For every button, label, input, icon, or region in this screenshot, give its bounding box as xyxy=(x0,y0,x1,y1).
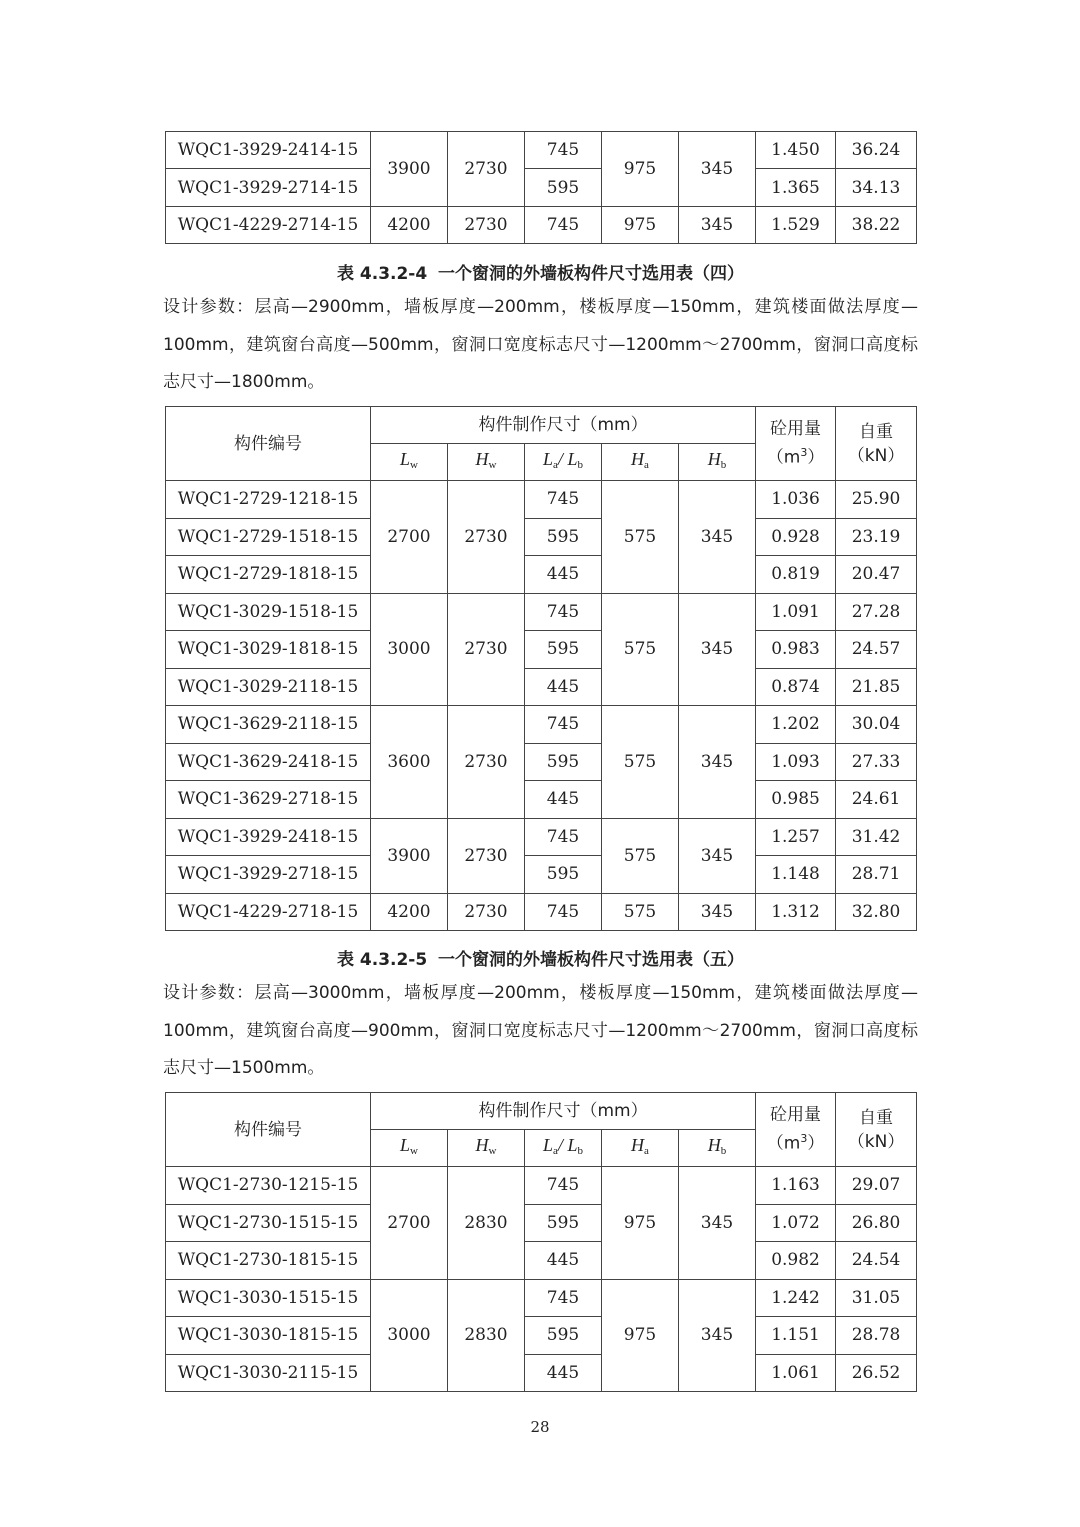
header-ha-subscript: a xyxy=(644,459,649,471)
cell-hb: 345 xyxy=(679,132,756,207)
cell-volume: 1.151 xyxy=(756,1317,836,1355)
component-code: WQC1-4229-2718-15 xyxy=(166,893,371,931)
cell-ha: 975 xyxy=(602,1167,679,1280)
cell-la: 445 xyxy=(525,1354,602,1392)
cell-weight: 28.78 xyxy=(836,1317,917,1355)
cell-weight: 25.90 xyxy=(836,481,917,519)
cell-volume: 1.202 xyxy=(756,706,836,744)
header-volume xyxy=(756,1093,836,1167)
table4-caption-number: 表 4.3.2-4 xyxy=(336,264,428,284)
cell-lw: 3900 xyxy=(371,132,448,207)
header-lw-symbol: L xyxy=(400,449,411,469)
header-la-symbol: L xyxy=(543,1135,554,1155)
component-code: WQC1-2730-1815-15 xyxy=(166,1242,371,1280)
header-code: 构件编号 xyxy=(166,407,371,481)
cell-volume: 1.061 xyxy=(756,1354,836,1392)
cell-la: 745 xyxy=(525,207,602,244)
cell-la: 445 xyxy=(525,781,602,819)
header-la-separator: / xyxy=(557,1135,568,1155)
header-hw xyxy=(448,444,525,481)
cell-weight: 21.85 xyxy=(836,668,917,706)
cell-lw: 3600 xyxy=(371,706,448,819)
component-code: WQC1-4229-2714-15 xyxy=(166,207,371,244)
cell-volume: 0.982 xyxy=(756,1242,836,1280)
table-row xyxy=(166,781,917,819)
header-volume xyxy=(756,407,836,481)
component-code: WQC1-2730-1215-15 xyxy=(166,1167,371,1205)
cell-weight: 23.19 xyxy=(836,518,917,556)
cell-weight: 30.04 xyxy=(836,706,917,744)
cell-hw: 2730 xyxy=(448,481,525,594)
cell-weight: 24.54 xyxy=(836,1242,917,1280)
header-hw xyxy=(448,1130,525,1167)
cell-ha: 975 xyxy=(602,1279,679,1392)
cell-ha: 575 xyxy=(602,593,679,706)
cell-ha: 575 xyxy=(602,706,679,819)
table-row xyxy=(166,743,917,781)
header-hb xyxy=(679,1130,756,1167)
cell-weight: 28.71 xyxy=(836,856,917,894)
table-row xyxy=(166,556,917,594)
component-code: WQC1-3929-2718-15 xyxy=(166,856,371,894)
cell-volume: 1.072 xyxy=(756,1204,836,1242)
header-weight-unit: （kN） xyxy=(847,1131,905,1152)
cell-la: 595 xyxy=(525,631,602,669)
header-volume-unit-prefix: （m xyxy=(766,1133,801,1154)
header-lb-symbol: L xyxy=(567,449,578,469)
component-code: WQC1-3929-2414-15 xyxy=(166,132,371,169)
cell-hb: 345 xyxy=(679,207,756,244)
header-lw xyxy=(371,1130,448,1167)
cell-hb: 345 xyxy=(679,1167,756,1280)
header-ha-symbol: H xyxy=(631,449,645,469)
header-la-symbol: L xyxy=(543,449,554,469)
cell-la: 745 xyxy=(525,481,602,519)
header-volume-label: 砼用量 xyxy=(770,1105,822,1126)
cell-volume: 1.091 xyxy=(756,593,836,631)
table-row xyxy=(166,1242,917,1280)
cell-ha: 575 xyxy=(602,818,679,893)
header-lb-subscript: b xyxy=(577,459,583,471)
cell-hw: 2730 xyxy=(448,893,525,931)
component-code: WQC1-3629-2418-15 xyxy=(166,743,371,781)
table-row xyxy=(166,668,917,706)
header-ha xyxy=(602,444,679,481)
cell-hb: 345 xyxy=(679,593,756,706)
table4-caption xyxy=(165,259,916,284)
cell-weight: 29.07 xyxy=(836,1167,917,1205)
cell-hw: 2730 xyxy=(448,207,525,244)
cell-lw: 4200 xyxy=(371,893,448,931)
header-la-separator: / xyxy=(557,449,568,469)
cell-hw: 2830 xyxy=(448,1279,525,1392)
header-la-lb xyxy=(525,1130,602,1167)
header-lb-subscript: b xyxy=(577,1145,583,1157)
component-code: WQC1-2729-1518-15 xyxy=(166,518,371,556)
cell-weight: 34.13 xyxy=(836,169,917,207)
cell-volume: 1.529 xyxy=(756,207,836,244)
header-la-lb xyxy=(525,444,602,481)
cell-la: 745 xyxy=(525,1167,602,1205)
table-row xyxy=(166,132,917,169)
cell-weight: 27.33 xyxy=(836,743,917,781)
header-hb-symbol: H xyxy=(707,449,721,469)
cell-weight: 31.05 xyxy=(836,1279,917,1317)
cell-hb: 345 xyxy=(679,818,756,893)
cell-weight: 26.52 xyxy=(836,1354,917,1392)
table5-caption-title: 一个窗洞的外墙板构件尺寸选用表（五） xyxy=(438,950,745,970)
cell-weight: 20.47 xyxy=(836,556,917,594)
component-code: WQC1-3029-1818-15 xyxy=(166,631,371,669)
cell-ha: 575 xyxy=(602,893,679,931)
cell-la: 595 xyxy=(525,1317,602,1355)
cell-weight: 24.61 xyxy=(836,781,917,819)
header-hb xyxy=(679,444,756,481)
cell-weight: 27.28 xyxy=(836,593,917,631)
cell-volume: 1.148 xyxy=(756,856,836,894)
header-lw xyxy=(371,444,448,481)
cell-lw: 3900 xyxy=(371,818,448,893)
table-row xyxy=(166,207,917,244)
header-hb-symbol: H xyxy=(707,1135,721,1155)
header-dims: 构件制作尺寸（mm） xyxy=(371,407,756,444)
cell-hb: 345 xyxy=(679,481,756,594)
cell-la: 445 xyxy=(525,668,602,706)
cell-hw: 2830 xyxy=(448,1167,525,1280)
header-volume-unit-suffix: ） xyxy=(807,447,825,468)
cell-weight: 32.80 xyxy=(836,893,917,931)
cell-weight: 38.22 xyxy=(836,207,917,244)
cell-weight: 36.24 xyxy=(836,132,917,169)
table-row xyxy=(166,1204,917,1242)
component-code: WQC1-3029-1518-15 xyxy=(166,593,371,631)
cell-weight: 26.80 xyxy=(836,1204,917,1242)
header-weight-unit: （kN） xyxy=(847,445,905,466)
header-la-subscript: a xyxy=(553,1145,558,1157)
component-code: WQC1-3030-1515-15 xyxy=(166,1279,371,1317)
cell-volume: 1.312 xyxy=(756,893,836,931)
cell-volume: 1.365 xyxy=(756,169,836,207)
header-weight xyxy=(836,407,917,481)
table-row xyxy=(166,1354,917,1392)
header-lb-symbol: L xyxy=(567,1135,578,1155)
header-volume-unit xyxy=(756,1127,835,1156)
cell-volume: 0.983 xyxy=(756,631,836,669)
table-row xyxy=(166,893,917,931)
cell-volume: 0.928 xyxy=(756,518,836,556)
header-volume-unit-exp: 3 xyxy=(800,1132,808,1146)
cell-la: 595 xyxy=(525,856,602,894)
cell-hw: 2730 xyxy=(448,593,525,706)
cell-la: 445 xyxy=(525,1242,602,1280)
cell-hb: 345 xyxy=(679,1279,756,1392)
cell-hw: 2730 xyxy=(448,132,525,207)
header-lw-symbol: L xyxy=(400,1135,411,1155)
cell-la: 745 xyxy=(525,818,602,856)
component-code: WQC1-3030-1815-15 xyxy=(166,1317,371,1355)
header-row xyxy=(166,1093,917,1130)
table-row xyxy=(166,631,917,669)
header-lw-subscript: w xyxy=(410,1145,418,1157)
header-ha xyxy=(602,1130,679,1167)
cell-volume: 1.450 xyxy=(756,132,836,169)
table4-caption-title: 一个窗洞的外墙板构件尺寸选用表（四） xyxy=(438,264,745,284)
cell-la: 595 xyxy=(525,169,602,207)
cell-la: 595 xyxy=(525,743,602,781)
header-volume-label: 砼用量 xyxy=(770,419,822,440)
cell-hb: 345 xyxy=(679,893,756,931)
header-code: 构件编号 xyxy=(166,1093,371,1167)
table5-caption-number: 表 4.3.2-5 xyxy=(336,950,428,970)
cell-lw: 3000 xyxy=(371,1279,448,1392)
component-code: WQC1-3629-2118-15 xyxy=(166,706,371,744)
table-row xyxy=(166,593,917,631)
header-volume-unit xyxy=(756,441,835,470)
header-la-subscript: a xyxy=(553,459,558,471)
cell-volume: 1.242 xyxy=(756,1279,836,1317)
cell-la: 745 xyxy=(525,593,602,631)
cell-volume: 0.985 xyxy=(756,781,836,819)
cell-la: 595 xyxy=(525,518,602,556)
cell-volume: 0.874 xyxy=(756,668,836,706)
table5 xyxy=(165,1092,917,1392)
header-weight-label: 自重 xyxy=(859,421,894,442)
cell-la: 745 xyxy=(525,1279,602,1317)
header-volume-unit-suffix: ） xyxy=(807,1133,825,1154)
cell-hw: 2730 xyxy=(448,818,525,893)
header-weight-label: 自重 xyxy=(859,1107,894,1128)
cell-volume: 0.819 xyxy=(756,556,836,594)
cell-volume: 1.093 xyxy=(756,743,836,781)
cell-ha: 975 xyxy=(602,132,679,207)
page-number: 28 xyxy=(530,1418,550,1436)
header-ha-symbol: H xyxy=(631,1135,645,1155)
header-hw-subscript: w xyxy=(488,1145,497,1157)
header-hb-subscript: b xyxy=(720,459,727,471)
header-hw-symbol: H xyxy=(475,449,489,469)
cell-la: 745 xyxy=(525,706,602,744)
header-volume-unit-exp: 3 xyxy=(800,446,808,460)
table4-design-params: 设计参数：层高—2900mm，墙板厚度—200mm，楼板厚度—150mm，建筑楼面做法厚度—100mm，建筑窗台高度—500mm，窗洞口宽度标志尺寸—1200mm～2700mm，窗洞口高度标志尺寸—1800mm。 xyxy=(163,297,918,392)
cell-hw: 2730 xyxy=(448,706,525,819)
table-row xyxy=(166,1167,917,1205)
cell-volume: 1.036 xyxy=(756,481,836,519)
cell-ha: 575 xyxy=(602,481,679,594)
header-ha-subscript: a xyxy=(644,1145,649,1157)
header-weight xyxy=(836,1093,917,1167)
header-volume-unit-prefix: （m xyxy=(766,447,801,468)
cell-weight: 24.57 xyxy=(836,631,917,669)
component-code: WQC1-3929-2714-15 xyxy=(166,169,371,207)
component-code: WQC1-2730-1515-15 xyxy=(166,1204,371,1242)
table-row xyxy=(166,818,917,856)
cell-lw: 2700 xyxy=(371,481,448,594)
table5-caption xyxy=(165,945,916,970)
cell-lw: 2700 xyxy=(371,1167,448,1280)
header-dims: 构件制作尺寸（mm） xyxy=(371,1093,756,1130)
table5-design-params: 设计参数：层高—3000mm，墙板厚度—200mm，楼板厚度—150mm，建筑楼面做法厚度—100mm，建筑窗台高度—900mm，窗洞口宽度标志尺寸—1200mm～2700mm，窗洞口高度标志尺寸—1500mm。 xyxy=(163,983,918,1078)
table-row xyxy=(166,706,917,744)
cell-volume: 1.163 xyxy=(756,1167,836,1205)
cell-la: 445 xyxy=(525,556,602,594)
cell-la: 745 xyxy=(525,132,602,169)
header-row xyxy=(166,407,917,444)
header-hb-subscript: b xyxy=(720,1145,727,1157)
table4 xyxy=(165,406,917,931)
cell-la: 595 xyxy=(525,1204,602,1242)
table-row xyxy=(166,1317,917,1355)
cell-weight: 31.42 xyxy=(836,818,917,856)
cell-lw: 4200 xyxy=(371,207,448,244)
cell-volume: 1.257 xyxy=(756,818,836,856)
component-code: WQC1-2729-1218-15 xyxy=(166,481,371,519)
component-code: WQC1-3629-2718-15 xyxy=(166,781,371,819)
cell-la: 745 xyxy=(525,893,602,931)
component-code: WQC1-3929-2418-15 xyxy=(166,818,371,856)
component-code: WQC1-3029-2118-15 xyxy=(166,668,371,706)
header-hw-subscript: w xyxy=(488,459,497,471)
table-row xyxy=(166,1279,917,1317)
table-row xyxy=(166,169,917,207)
component-code: WQC1-3030-2115-15 xyxy=(166,1354,371,1392)
cell-hb: 345 xyxy=(679,706,756,819)
component-code: WQC1-2729-1818-15 xyxy=(166,556,371,594)
table-row xyxy=(166,518,917,556)
table-row xyxy=(166,481,917,519)
table-continued xyxy=(165,131,917,244)
header-lw-subscript: w xyxy=(410,459,418,471)
header-hw-symbol: H xyxy=(475,1135,489,1155)
cell-ha: 975 xyxy=(602,207,679,244)
cell-lw: 3000 xyxy=(371,593,448,706)
table-row xyxy=(166,856,917,894)
